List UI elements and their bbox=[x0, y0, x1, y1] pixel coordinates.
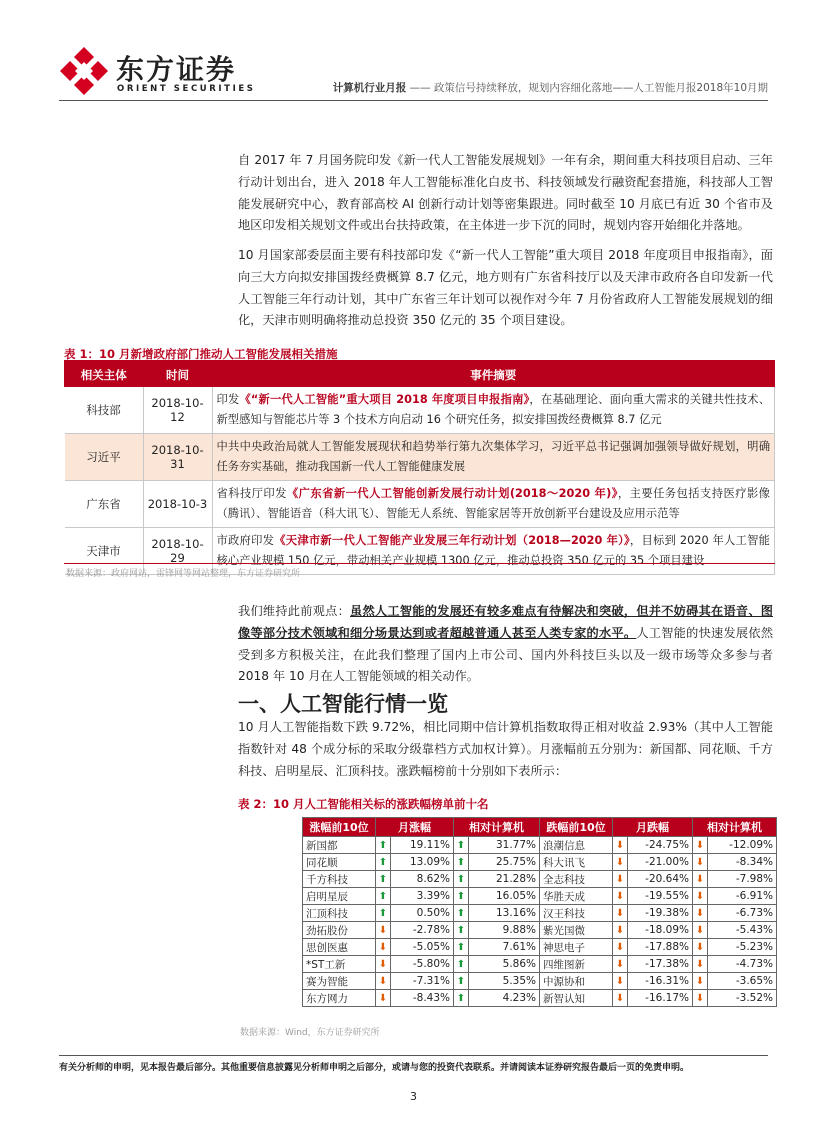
policy-measures-table bbox=[64, 362, 775, 575]
trend-arrow-icon bbox=[613, 956, 628, 973]
trend-arrow-icon bbox=[693, 837, 708, 854]
down-arrow-icon: ⬇ bbox=[695, 908, 705, 919]
trend-arrow-icon bbox=[693, 922, 708, 939]
trend-arrow-icon bbox=[376, 905, 391, 922]
relative-change-cell: 5.86% bbox=[469, 956, 540, 973]
relative-change-cell: 25.75% bbox=[469, 854, 540, 871]
month-change-cell: 3.39% bbox=[391, 888, 454, 905]
down-arrow-icon: ⬇ bbox=[378, 993, 388, 1004]
trend-arrow-icon bbox=[376, 854, 391, 871]
gainer-name-cell: 启明星辰 bbox=[303, 888, 376, 905]
trend-arrow-icon bbox=[693, 854, 708, 871]
footer-disclaimer: 有关分析师的申明，见本报告最后部分。其他重要信息披露见分析师申明之后部分，或请与您的投资代表联系。并请阅读本证券研究报告最后一页的免责申明。 bbox=[59, 1063, 690, 1073]
gainer-name-cell: 思创医惠 bbox=[303, 939, 376, 956]
table2-header-losers: 跌幅前10位 bbox=[540, 818, 613, 837]
gainer-name-cell: 劲拓股份 bbox=[303, 922, 376, 939]
trend-arrow-icon bbox=[454, 973, 469, 990]
gainer-name-cell: 赛为智能 bbox=[303, 973, 376, 990]
trend-arrow-icon bbox=[454, 990, 469, 1007]
relative-change-cell: -4.73% bbox=[708, 956, 777, 973]
gainer-name-cell: 东方网力 bbox=[303, 990, 376, 1007]
up-arrow-icon: ⬆ bbox=[378, 908, 388, 919]
trend-arrow-icon bbox=[693, 956, 708, 973]
trend-arrow-icon bbox=[613, 973, 628, 990]
up-arrow-icon: ⬆ bbox=[456, 891, 466, 902]
trend-arrow-icon bbox=[613, 922, 628, 939]
up-arrow-icon: ⬆ bbox=[456, 857, 466, 868]
logo-english-name: ORIENT SECURITIES bbox=[117, 84, 256, 94]
up-arrow-icon: ⬆ bbox=[378, 857, 388, 868]
trend-arrow-icon bbox=[376, 939, 391, 956]
month-change-cell: -5.05% bbox=[391, 939, 454, 956]
trend-arrow-icon bbox=[613, 854, 628, 871]
trend-arrow-icon bbox=[693, 939, 708, 956]
table-row bbox=[303, 871, 777, 888]
relative-change-cell: -5.43% bbox=[708, 922, 777, 939]
summary-text: 省科技厅印发 bbox=[216, 487, 287, 500]
gainer-name-cell: 汇顶科技 bbox=[303, 905, 376, 922]
month-change-cell: -18.09% bbox=[628, 922, 693, 939]
trend-arrow-icon bbox=[693, 990, 708, 1007]
trend-arrow-icon bbox=[376, 837, 391, 854]
up-arrow-icon: ⬆ bbox=[456, 942, 466, 953]
trend-arrow-icon bbox=[613, 888, 628, 905]
loser-name-cell: 中源协和 bbox=[540, 973, 613, 990]
up-arrow-icon: ⬆ bbox=[456, 840, 466, 851]
policy-document-title: 《“新一代人工智能”重大项目 2018 年度项目申报指南》 bbox=[239, 393, 530, 406]
trend-arrow-icon bbox=[613, 939, 628, 956]
down-arrow-icon: ⬇ bbox=[615, 993, 625, 1004]
month-change-cell: 19.11% bbox=[391, 837, 454, 854]
trend-arrow-icon bbox=[376, 956, 391, 973]
relative-change-cell: -8.34% bbox=[708, 854, 777, 871]
table2-header-gainers: 涨幅前10位 bbox=[303, 818, 376, 837]
relative-change-cell: -3.65% bbox=[708, 973, 777, 990]
loser-name-cell: 浪潮信息 bbox=[540, 837, 613, 854]
table2-header-loss-month: 月跌幅 bbox=[613, 818, 693, 837]
table1-bottom-rule bbox=[64, 563, 775, 564]
up-arrow-icon: ⬆ bbox=[378, 891, 388, 902]
table2-header-gain-month: 月涨幅 bbox=[376, 818, 454, 837]
table1-header-entity: 相关主体 bbox=[65, 363, 144, 387]
table2-source-note: 数据来源：Wind，东方证券研究所 bbox=[240, 1028, 380, 1038]
month-change-cell: -8.43% bbox=[391, 990, 454, 1007]
down-arrow-icon: ⬇ bbox=[695, 959, 705, 970]
gainer-name-cell: *ST工新 bbox=[303, 956, 376, 973]
entity-cell: 天津市 bbox=[65, 528, 144, 575]
up-arrow-icon: ⬆ bbox=[456, 959, 466, 970]
down-arrow-icon: ⬇ bbox=[615, 891, 625, 902]
table1-header-date: 时间 bbox=[143, 363, 212, 387]
down-arrow-icon: ⬇ bbox=[695, 857, 705, 868]
section-heading: 一、人工智能行情一览 bbox=[238, 692, 448, 716]
entity-cell: 广东省 bbox=[65, 481, 144, 528]
month-change-cell: -5.80% bbox=[391, 956, 454, 973]
down-arrow-icon: ⬇ bbox=[615, 874, 625, 885]
relative-change-cell: 5.35% bbox=[469, 973, 540, 990]
relative-change-cell: -12.09% bbox=[708, 837, 777, 854]
trend-arrow-icon bbox=[693, 888, 708, 905]
table1-header-summary: 事件摘要 bbox=[212, 363, 775, 387]
trend-arrow-icon bbox=[454, 854, 469, 871]
date-cell: 2018-10-29 bbox=[143, 528, 212, 575]
date-cell: 2018-10-12 bbox=[143, 387, 212, 434]
month-change-cell: -16.31% bbox=[628, 973, 693, 990]
table2-caption: 表 2：10 月人工智能相关标的涨跌幅榜单前十名 bbox=[238, 797, 489, 811]
month-change-cell: 8.62% bbox=[391, 871, 454, 888]
down-arrow-icon: ⬇ bbox=[615, 908, 625, 919]
month-change-cell: -2.78% bbox=[391, 922, 454, 939]
table-row bbox=[303, 922, 777, 939]
table-row bbox=[303, 905, 777, 922]
trend-arrow-icon bbox=[454, 888, 469, 905]
month-change-cell: -21.00% bbox=[628, 854, 693, 871]
loser-name-cell: 紫光国微 bbox=[540, 922, 613, 939]
footer-divider bbox=[59, 1055, 768, 1056]
relative-change-cell: 13.16% bbox=[469, 905, 540, 922]
trend-arrow-icon bbox=[376, 922, 391, 939]
relative-change-cell: 9.88% bbox=[469, 922, 540, 939]
summary-text: 市政府印发 bbox=[216, 534, 275, 547]
relative-change-cell: 7.61% bbox=[469, 939, 540, 956]
loser-name-cell: 新智认知 bbox=[540, 990, 613, 1007]
down-arrow-icon: ⬇ bbox=[615, 942, 625, 953]
loser-name-cell: 汉王科技 bbox=[540, 905, 613, 922]
month-change-cell: -19.38% bbox=[628, 905, 693, 922]
table-row bbox=[303, 854, 777, 871]
table-row bbox=[303, 973, 777, 990]
down-arrow-icon: ⬇ bbox=[615, 925, 625, 936]
down-arrow-icon: ⬇ bbox=[615, 857, 625, 868]
summary-cell bbox=[212, 387, 775, 434]
trend-arrow-icon bbox=[454, 922, 469, 939]
trend-arrow-icon bbox=[693, 905, 708, 922]
viewpoint-lead: 我们维持此前观点： bbox=[238, 604, 351, 618]
up-arrow-icon: ⬆ bbox=[456, 993, 466, 1004]
summary-text: ，目标到 2020 年人工智能核心产业规模 150 亿元，带动相关产业规模 1300 亿元，推动总投资 350 亿元的 35 个项目建设 bbox=[216, 534, 770, 567]
relative-change-cell: -6.91% bbox=[708, 888, 777, 905]
trend-arrow-icon bbox=[693, 871, 708, 888]
loser-name-cell: 科大讯飞 bbox=[540, 854, 613, 871]
down-arrow-icon: ⬇ bbox=[695, 925, 705, 936]
relative-change-cell: -6.73% bbox=[708, 905, 777, 922]
summary-cell bbox=[212, 481, 775, 528]
table1-caption: 表 1：10 月新增政府部门推动人工智能发展相关措施 bbox=[64, 347, 338, 361]
date-cell: 2018-10-3 bbox=[143, 481, 212, 528]
loser-name-cell: 全志科技 bbox=[540, 871, 613, 888]
down-arrow-icon: ⬇ bbox=[615, 976, 625, 987]
down-arrow-icon: ⬇ bbox=[615, 959, 625, 970]
paragraph-policy-overview: 自 2017 年 7 月国务院印发《新一代人工智能发展规划》一年有余，期间重大科技项目启动、三年行动计划出台，进入 2018 年人工智能标准化白皮书、科技领域发行融资配套措施，科技部人工智能发展研究中心，教育部高校 AI 创新行动计划等密集跟进。同时截至 10 月底已有近 30 个省市及地区印发相关规划文件或出台扶持政策，在主体进一步下沉的同时，规划内容开始细化并落地。 bbox=[238, 153, 773, 233]
trend-arrow-icon bbox=[376, 990, 391, 1007]
trend-arrow-icon bbox=[376, 973, 391, 990]
table-row bbox=[65, 434, 775, 481]
trend-arrow-icon bbox=[454, 905, 469, 922]
down-arrow-icon: ⬇ bbox=[695, 976, 705, 987]
gainer-name-cell: 新国都 bbox=[303, 837, 376, 854]
summary-text: ，在基础理论、面向重大需求的关键共性技术、新型感知与智能芯片等 3 个技术方向启动 16 个研究任务，拟安排国拨经费概算 8.7 亿元 bbox=[216, 393, 770, 426]
month-change-cell: -20.64% bbox=[628, 871, 693, 888]
trend-arrow-icon bbox=[454, 871, 469, 888]
month-change-cell: -16.17% bbox=[628, 990, 693, 1007]
orient-securities-logo-icon bbox=[58, 45, 110, 97]
page-number: 3 bbox=[410, 1090, 417, 1103]
relative-change-cell: -7.98% bbox=[708, 871, 777, 888]
trend-arrow-icon bbox=[693, 973, 708, 990]
report-type: 计算机行业月报 bbox=[332, 82, 407, 94]
gainer-name-cell: 同花顺 bbox=[303, 854, 376, 871]
summary-cell bbox=[212, 434, 775, 481]
trend-arrow-icon bbox=[613, 871, 628, 888]
table1-source-note: 数据来源：政府网站，雷锋网等网站整理，东方证券研究所 bbox=[66, 569, 301, 579]
up-arrow-icon: ⬆ bbox=[378, 874, 388, 885]
up-arrow-icon: ⬆ bbox=[378, 840, 388, 851]
down-arrow-icon: ⬇ bbox=[695, 942, 705, 953]
down-arrow-icon: ⬇ bbox=[695, 993, 705, 1004]
report-subtitle: —— 政策信号持续释放，规划内容细化落地——人工智能月报2018年10月期 bbox=[409, 82, 768, 94]
header-divider bbox=[59, 100, 768, 101]
up-arrow-icon: ⬆ bbox=[456, 976, 466, 987]
report-header-title bbox=[333, 80, 768, 95]
viewpoint-continuation: 人工智能的快速发展依然受到多方积极关注，在此我们整理了国内上市公司、国内外科技巨头以及一级市场等众多参与者 2018 年 10 月在人工智能领域的相关动作。 bbox=[238, 625, 774, 684]
trend-arrow-icon bbox=[613, 990, 628, 1007]
summary-text: 印发 bbox=[216, 393, 240, 406]
summary-text: ，主要任务包括支持医疗影像（腾讯）、智能语音（科大讯飞）、智能无人系统、智能家居等开放创新平台建设及应用示范等 bbox=[216, 487, 770, 520]
loser-name-cell: 华胜天成 bbox=[540, 888, 613, 905]
month-change-cell: 13.09% bbox=[391, 854, 454, 871]
down-arrow-icon: ⬇ bbox=[378, 976, 388, 987]
trend-arrow-icon bbox=[454, 837, 469, 854]
month-change-cell: -7.31% bbox=[391, 973, 454, 990]
table-row bbox=[65, 481, 775, 528]
up-arrow-icon: ⬆ bbox=[456, 874, 466, 885]
month-change-cell: -17.38% bbox=[628, 956, 693, 973]
relative-change-cell: 31.77% bbox=[469, 837, 540, 854]
down-arrow-icon: ⬇ bbox=[378, 959, 388, 970]
table2-header-loss-relative: 相对计算机 bbox=[693, 818, 777, 837]
relative-change-cell: 4.23% bbox=[469, 990, 540, 1007]
trend-arrow-icon bbox=[376, 871, 391, 888]
table-row bbox=[303, 837, 777, 854]
entity-cell: 习近平 bbox=[65, 434, 144, 481]
month-change-cell: -19.55% bbox=[628, 888, 693, 905]
month-change-cell: -17.88% bbox=[628, 939, 693, 956]
month-change-cell: 0.50% bbox=[391, 905, 454, 922]
down-arrow-icon: ⬇ bbox=[695, 840, 705, 851]
logo-chinese-name: 东方证券 bbox=[116, 53, 237, 86]
down-arrow-icon: ⬇ bbox=[695, 874, 705, 885]
table-row bbox=[303, 888, 777, 905]
policy-document-title: 《广东省新一代人工智能创新发展行动计划(2018～2020 年)》 bbox=[286, 487, 618, 500]
policy-document-title: 《天津市新一代人工智能产业发展三年行动计划（2018—2020 年）》 bbox=[274, 534, 630, 547]
trend-arrow-icon bbox=[613, 905, 628, 922]
date-cell: 2018-10-31 bbox=[143, 434, 212, 481]
table2-header-gain-relative: 相对计算机 bbox=[454, 818, 540, 837]
down-arrow-icon: ⬇ bbox=[695, 891, 705, 902]
table-row bbox=[303, 939, 777, 956]
gainers-losers-table bbox=[302, 817, 777, 1007]
entity-cell: 科技部 bbox=[65, 387, 144, 434]
trend-arrow-icon bbox=[454, 956, 469, 973]
up-arrow-icon: ⬆ bbox=[456, 908, 466, 919]
down-arrow-icon: ⬇ bbox=[615, 840, 625, 851]
up-arrow-icon: ⬆ bbox=[456, 925, 466, 936]
trend-arrow-icon bbox=[376, 888, 391, 905]
down-arrow-icon: ⬇ bbox=[378, 925, 388, 936]
gainer-name-cell: 千方科技 bbox=[303, 871, 376, 888]
loser-name-cell: 四维图新 bbox=[540, 956, 613, 973]
paragraph-viewpoint bbox=[238, 601, 773, 688]
paragraph-index-performance: 10 月人工智能指数下跌 9.72%，相比同期中信计算机指数取得正相对收益 2.93%（其中人工智能指数针对 48 个成分标的采取分级靠档方式加权计算）。月涨幅前五分别为：新国都、同花顺、千方科技、启明星辰、汇顶科技。涨跌幅榜前十分别如下表所示： bbox=[238, 720, 773, 778]
relative-change-cell: 16.05% bbox=[469, 888, 540, 905]
relative-change-cell: 21.28% bbox=[469, 871, 540, 888]
table-row bbox=[65, 387, 775, 434]
trend-arrow-icon bbox=[454, 939, 469, 956]
paragraph-october-policies: 10 月国家部委层面主要有科技部印发《“新一代人工智能”重大项目 2018 年度项目申报指南》，面向三大方向拟安排国拨经费概算 8.7 亿元，地方则有广东省科技厅以及天津市政府各自印发新一代人工智能三年行动计划，其中广东省三年计划可以视作对今年 7 月份省政府人工智能发展规划的细化，天津市则明确将推动总投资 350 亿元的 35 个项目建设。 bbox=[238, 248, 773, 328]
table-row bbox=[303, 956, 777, 973]
table-row bbox=[303, 990, 777, 1007]
trend-arrow-icon bbox=[613, 837, 628, 854]
relative-change-cell: -5.23% bbox=[708, 939, 777, 956]
month-change-cell: -24.75% bbox=[628, 837, 693, 854]
viewpoint-key-statement: 虽然人工智能的发展还有较多难点有待解决和突破，但并不妨碍其在语音、图像等部分技术领域和细分场景达到或者超越普通人甚至人类专家的水平。 bbox=[238, 604, 773, 640]
relative-change-cell: -3.52% bbox=[708, 990, 777, 1007]
down-arrow-icon: ⬇ bbox=[378, 942, 388, 953]
loser-name-cell: 神思电子 bbox=[540, 939, 613, 956]
summary-text: 中共中央政治局就人工智能发展现状和趋势举行第九次集体学习，习近平总书记强调加强领导做好规划，明确任务夯实基础，推动我国新一代人工智能健康发展 bbox=[216, 440, 770, 473]
